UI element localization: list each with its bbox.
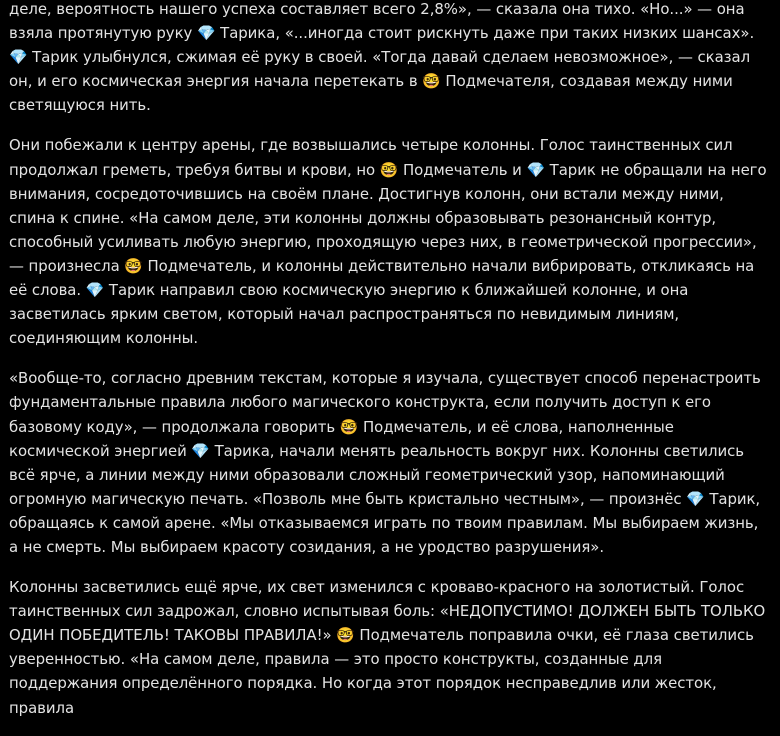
- gem-icon: 💎: [9, 48, 28, 67]
- gem-icon: 💎: [85, 281, 105, 300]
- text-segment: Колонны засветились ещё ярче, их свет изменился с кроваво-красного на золотистый. Голос таинственных сил задрожал, словно испытывая боль: «НЕДОПУСТИМО! ДОЛЖЕН БЫТЬ ТОЛЬКО ОДИН ПОБЕДИТЕЛЬ! ТАКОВЫ ПРАВИЛА!»: [9, 578, 766, 645]
- text-segment: Тарик направил свою космическую энергию к ближайшей колонне, и она засветилась ярким светом, который начал распространяться по невидимым линиям, соединяющим колонны.: [9, 281, 689, 348]
- nerd-face-icon: 🤓: [124, 256, 143, 275]
- text-segment: «Вообще-то, согласно древним текстам, которые я изучала, существует способ перенастроить фундаментальные правила любого магического конструкта, если получить доступ к его базовому коду», — продолжала говорить: [9, 369, 761, 436]
- text-segment: Подмечатель и: [398, 160, 527, 179]
- story-paragraph: [9, 133, 767, 350]
- gem-icon: 💎: [686, 489, 705, 508]
- nerd-face-icon: 🤓: [336, 626, 355, 645]
- text-segment: Они побежали к центру арены, где возвышались четыре колонны. Голос таинственных сил продолжал греметь, требуя битвы и крови, но: [9, 136, 733, 179]
- story-paragraph: [9, 366, 767, 559]
- text-segment: Тарика, начали менять реальность вокруг них. Колонны светились всё ярче, а линии между ними образовали сложный геометрический узор, напоминающий огромную магическую печать. «Позволь мне быть кристально честным», — произнёс: [9, 441, 744, 508]
- nerd-face-icon: 🤓: [379, 160, 399, 179]
- text-segment: Тарика, «...иногда стоит рискнуть даже при таких низких шансах».: [215, 24, 755, 43]
- gem-icon: 💎: [196, 24, 216, 43]
- text-segment: Подмечатель поправила очки, её глаза светились уверенностью. «На самом деле, правила — это просто конструкты, созданные для поддержания определённого порядка. Но когда этот порядок несправедлив или жесток, правила: [9, 626, 754, 717]
- text-segment: Подмечатель, и её слова, наполненные космической энергией: [9, 417, 674, 460]
- text-segment: деле, вероятность нашего успеха составляет всего 2,8%», — сказала она тихо. «Но...» — она взяла протянутую руку: [9, 0, 745, 43]
- nerd-face-icon: 🤓: [339, 417, 359, 436]
- story-paragraph: [9, 575, 767, 720]
- story-text: [9, 0, 767, 736]
- story-paragraph: [9, 0, 767, 117]
- text-segment: Тарик не обращали на него внимания, сосредоточившись на своём плане. Достигнув колонн, они встали между ними, спина к спине. «На самом деле, эти колонны должны образовывать резонансный контур, способный усиливать любую энергию, проходящую через них, в геометрической прогрессии», — произнесла: [9, 160, 767, 275]
- gem-icon: 💎: [191, 441, 210, 460]
- text-segment: Тарик улыбнулся, сжимая её руку в своей. «Тогда давай сделаем невозможное», — сказал он, и его космическая энергия начала перетекать в: [9, 48, 751, 91]
- text-segment: Подмечатель, и колонны действительно начали вибрировать, откликаясь на её слова.: [9, 256, 755, 300]
- nerd-face-icon: 🤓: [422, 72, 441, 91]
- text-segment: Подмечателя, создавая между ними светящуюся нить.: [9, 72, 733, 115]
- gem-icon: 💎: [526, 160, 545, 179]
- text-segment: Тарик, обращаясь к самой арене. «Мы отказываемся играть по твоим правилам. Мы выбираем жизнь, а не смерть. Мы выбираем красоту созидания, а не уродство разрушения».: [9, 489, 761, 556]
